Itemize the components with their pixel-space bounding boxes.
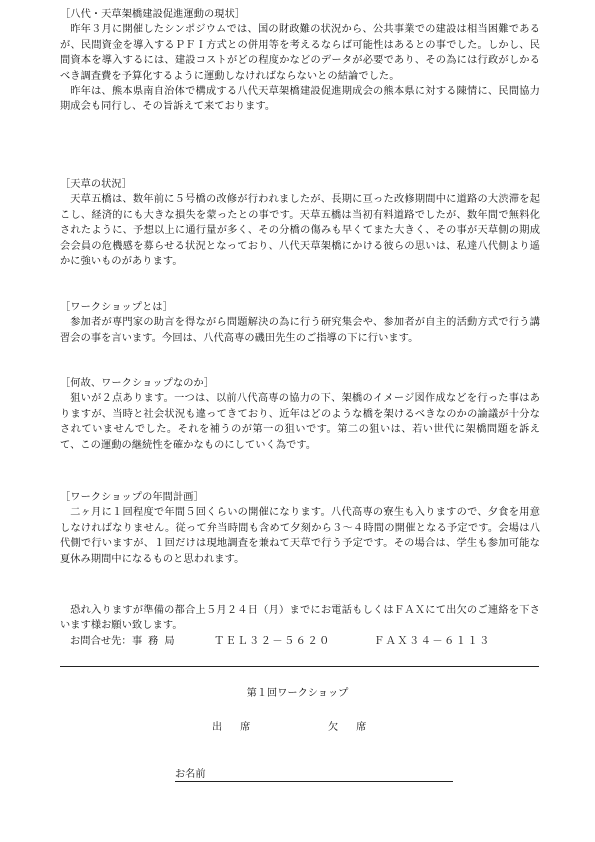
contact-office: 事務局 xyxy=(132,635,181,647)
section-paragraph: 参加者が専門家の助言を得ながら問題解決の為に行う研究集会や、参加者が自主的活動方式で行う講習会の事を言います。今回は、八代高専の磯田先生のご指導の下に行います。 xyxy=(60,317,540,344)
name-field[interactable] xyxy=(175,765,453,782)
section-paragraph: 天草五橋は、数年前に５号橋の改修が行われましたが、長期に亘った改修期間中に道路の大渋滞を起こし、経済的にも大きな損失を蒙ったとの事です。天草五橋は当初有料道路でしたが、数年間で無料化されたように、予想以上に通行量が多く、その分橋の傷みも早くてまた大きく、その事が天草側の期成会会員の危機感を募らせる状況となっており、八代天草架橋にかける彼らの思いは、私達八代側より遥かに強いものがあります。 xyxy=(60,194,540,268)
section-heading: ［ワークショップとは］ xyxy=(60,302,173,313)
divider-line xyxy=(60,666,539,667)
contact-tel[interactable]: ＴＥＬ３２－５６２０ xyxy=(214,635,331,647)
section-why-workshop xyxy=(60,376,540,453)
section-annual-plan xyxy=(60,490,540,567)
contact-fax: ＦＡＸ３４－６１１３ xyxy=(374,635,491,647)
section-amakusa-status xyxy=(60,177,540,269)
section-heading: ［天草の状況］ xyxy=(60,179,133,190)
form-title: 第１回ワークショップ xyxy=(246,688,349,699)
section-bridge-status xyxy=(60,7,540,115)
contact-label: お問合せ先： xyxy=(70,635,132,647)
section-what-is-workshop xyxy=(60,300,540,346)
name-label: お名前 xyxy=(175,769,206,780)
attend-option[interactable]: 出席 xyxy=(212,722,269,733)
section-paragraph: 昨年は、熊本県南自治体で構成する八代天草架橋建設促進期成会の熊本県に対する陳情に、民間協力期成会も同行し、その旨訴えて来ております。 xyxy=(60,86,540,113)
closing-block xyxy=(60,603,540,649)
section-paragraph: 二ヶ月に１回程度で年間５回くらいの開催になります。八代高専の寮生も入りますので、夕食を用意しなければなりません。従って弁当時間も含めて夕刻から３～４時間の開催となる予定です。会場は八代側で行いますが、１回だけは現地調査を兼ねて天草で行う予定です。その場合は、学生も参加可能な夏休み期間中になるものと思われます。 xyxy=(60,507,540,565)
section-heading: ［何故、ワークショップなのか］ xyxy=(60,378,215,389)
contact-line xyxy=(60,634,540,649)
section-heading: ［ワークショップの年間計画］ xyxy=(60,492,204,503)
closing-request: 恐れ入りますが準備の都合上５月２４日（月）までにお電話もしくはＦＡＸにて出欠のご連絡を下さいます様お願い致します。 xyxy=(60,605,540,632)
section-paragraph: 昨年３月に開催したシンポジウムでは、国の財政難の状況から、公共事業での建設は相当困難であるが、民間資金を導入するＰＦＩ方式との併用等を考えるならば可能性はあるとの事でした。しかし、民間資本を導入するには、建設コストがどの程度かなどのデータが必要であり、その為には行政がしかるべき調査費を予算化するように運動しなければならないとの結論でした。 xyxy=(60,24,540,82)
section-heading: ［八代・天草架橋建設促進運動の現状］ xyxy=(60,9,246,20)
section-paragraph: 狙いが２点あります。一つは、以前八代高専の協力の下、架橋のイメージ図作成などを行った事はありますが、当時と社会状況も違ってきており、近年はどのような橋を架けるべきなのかの論議が十分なされていませんでした。それを補うのが第一の狙いです。第二の狙いは、若い世代に架橋問題を訴えて、この運動の継続性を確かなものにしていく為です。 xyxy=(60,393,540,451)
absent-option[interactable]: 欠席 xyxy=(328,722,385,733)
